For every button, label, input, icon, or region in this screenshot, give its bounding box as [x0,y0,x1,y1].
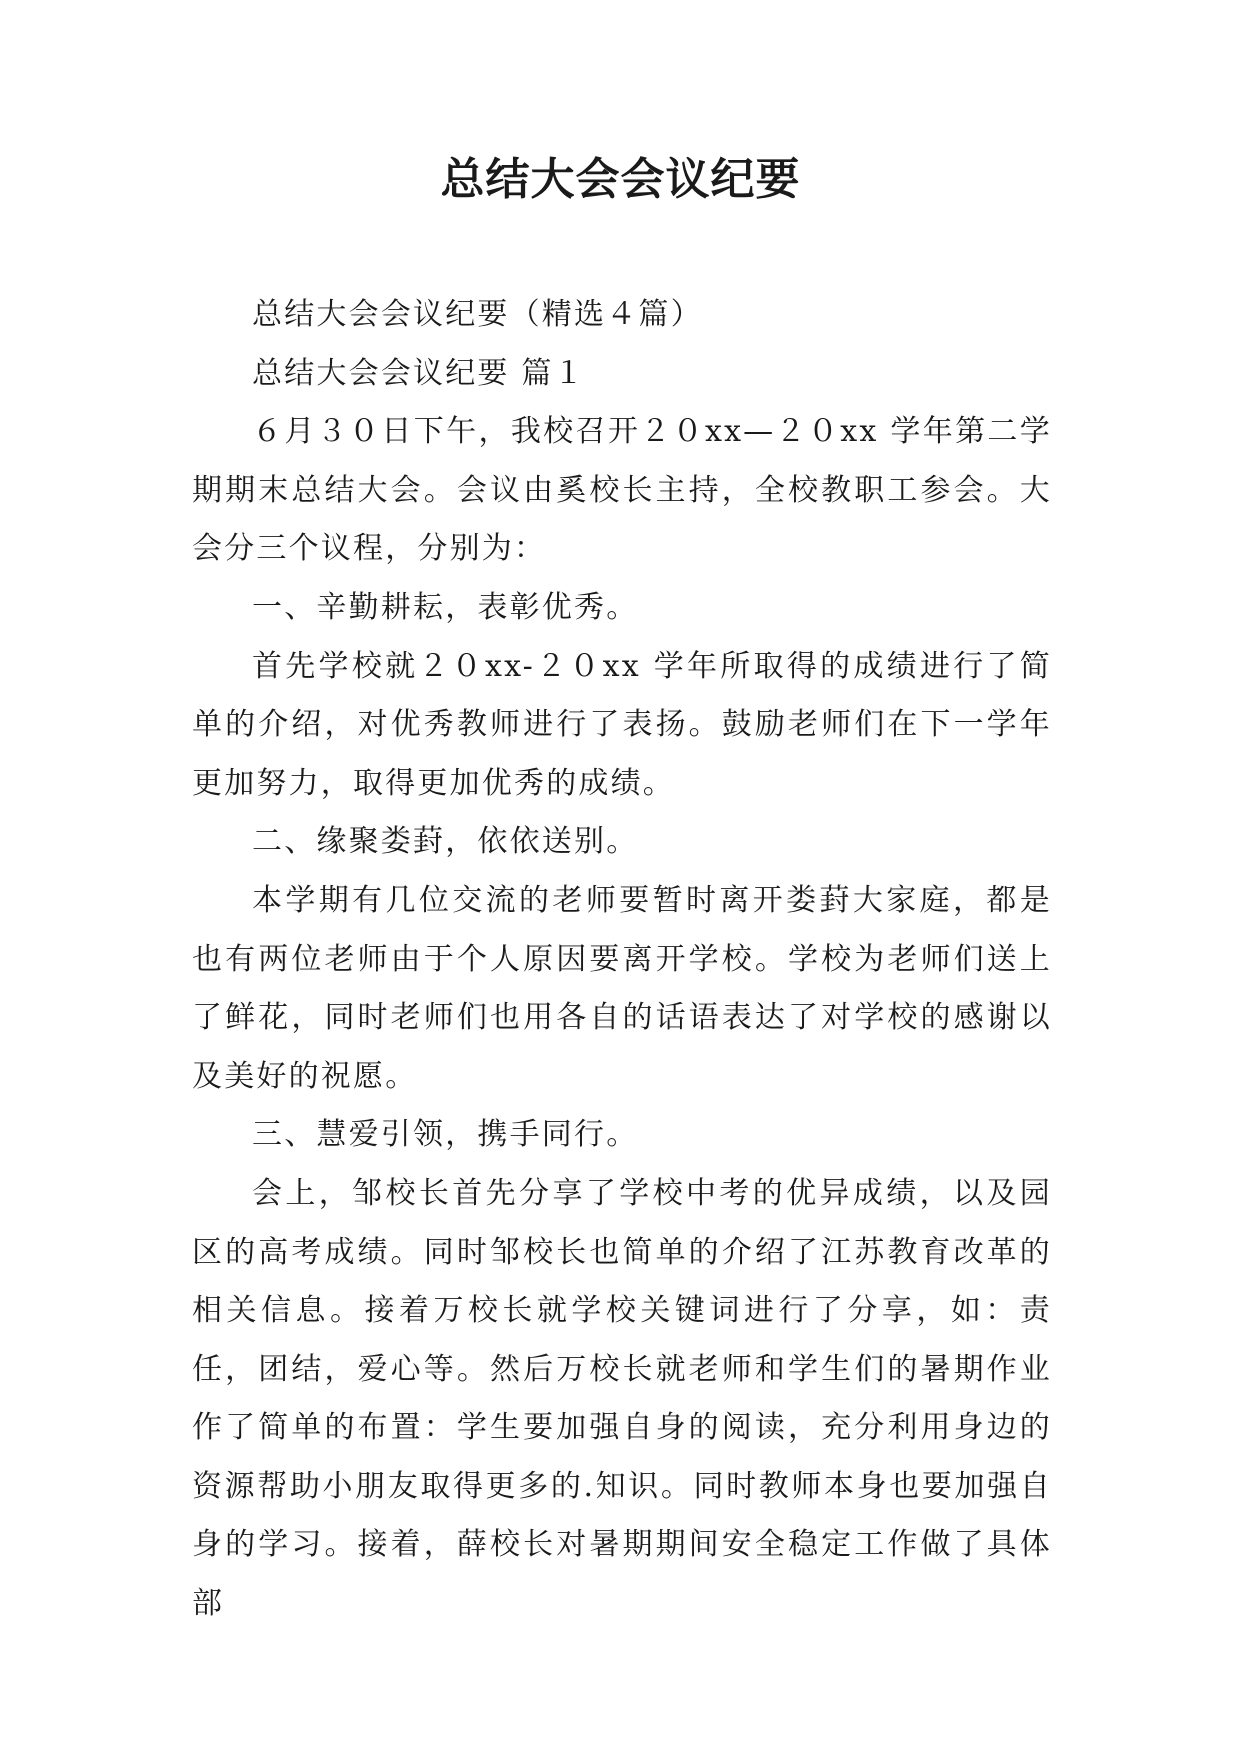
document-body [192,286,1052,1634]
paragraph-agenda-3-body: 会上，邹校长首先分享了学校中考的优异成绩，以及园区的高考成绩。同时邹校长也简单的介绍了江苏教育改革的相关信息。接着万校长就学校关键词进行了分享，如：责任，团结，爱心等。然后万校长就老师和学生们的暑期作业作了简单的布置：学生要加强自身的阅读，充分利用身边的资源帮助小朋友取得更多的.知识。同时教师本身也要加强自身的学习。接着，薛校长对暑期期间安全稳定工作做了具体部 [192,1175,1052,1622]
paragraph-agenda-2-heading: 二、缘聚娄葑，依依送别。 [252,824,639,860]
paragraph-intro: ６月３０日下午，我校召开２０xx—２０xx 学年第二学期期末总结大会。会议由奚校长主持，全校教职工参会。大会分三个议程，分别为： [192,414,1052,567]
paragraph-section-heading: 总结大会会议纪要 篇１ [252,355,586,391]
paragraph-agenda-2-body: 本学期有几位交流的老师要暂时离开娄葑大家庭，都是也有两位老师由于个人原因要离开学校。学校为老师们送上了鲜花，同时老师们也用各自的话语表达了对学校的感谢以及美好的祝愿。 [192,882,1052,1094]
paragraph-agenda-1-heading: 一、辛勤耕耘，表彰优秀。 [252,589,639,625]
document-title: 总结大会会议纪要 [440,154,801,205]
paragraph-subtitle: 总结大会会议纪要（精选４篇） [252,297,703,332]
paragraph-agenda-3-heading: 三、慧爱引领，携手同行。 [252,1117,639,1153]
paragraph-agenda-1-body: 首先学校就２０xx-２０xx 学年所取得的成绩进行了简单的介绍，对优秀教师进行了表扬。鼓励老师们在下一学年更加努力，取得更加优秀的成绩。 [192,648,1052,801]
